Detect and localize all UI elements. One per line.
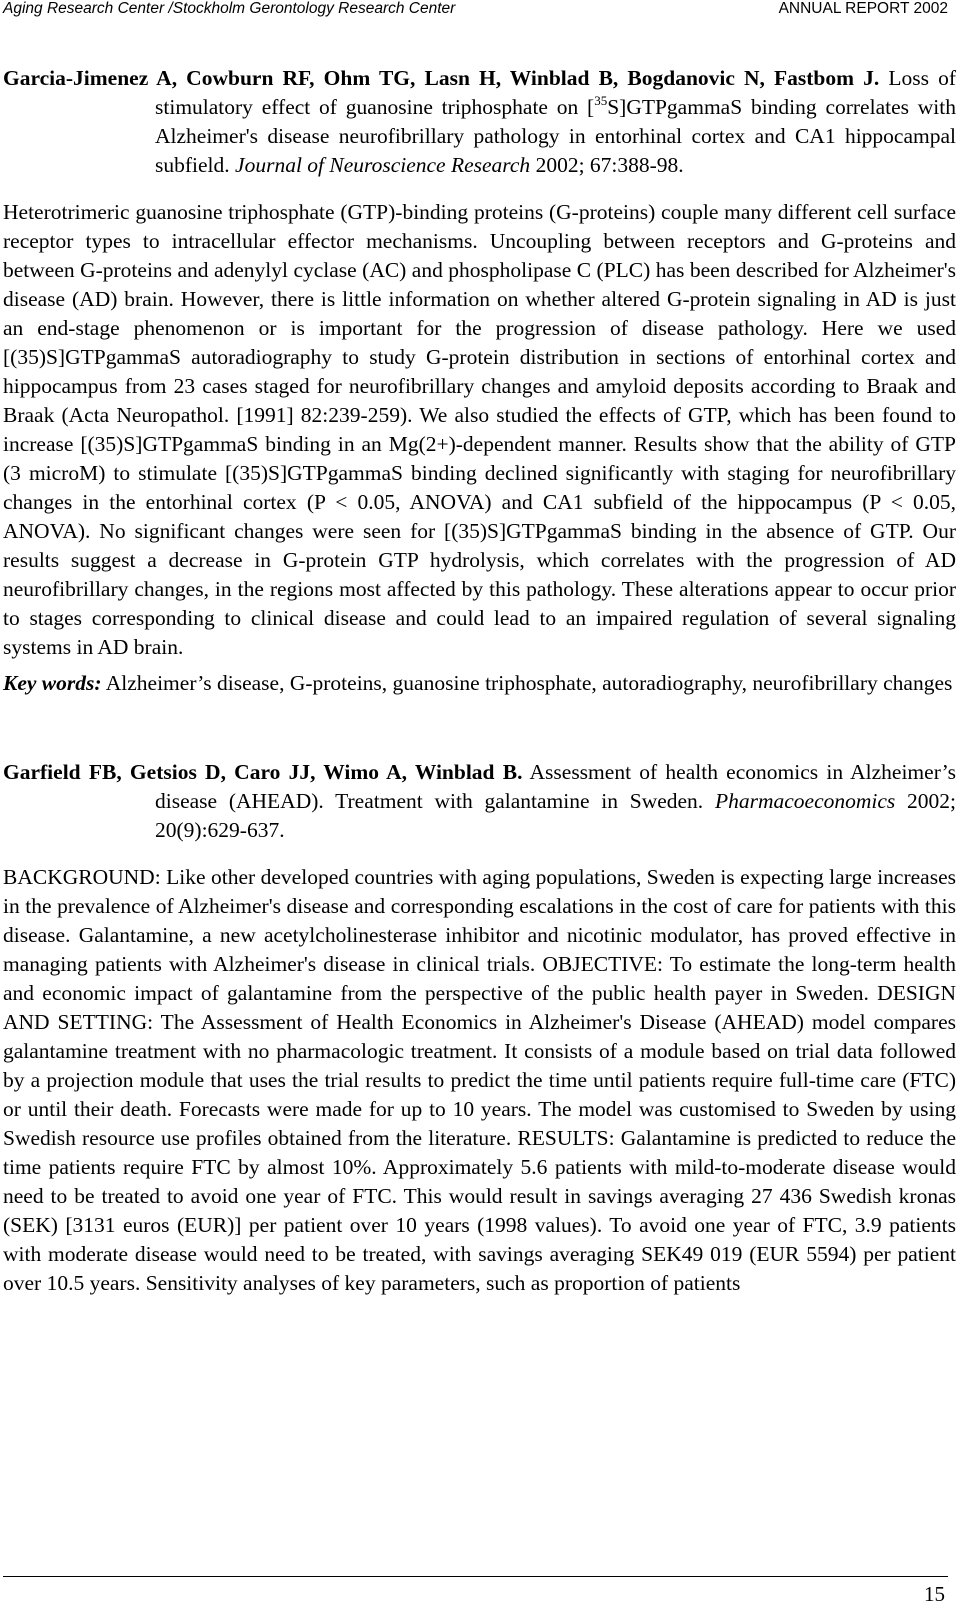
keywords-label: Key words: xyxy=(3,671,102,695)
header-organization: Aging Research Center /Stockholm Gerontology Research Center xyxy=(3,0,456,17)
keywords xyxy=(3,669,956,698)
citation-title-superscript: 35 xyxy=(594,93,608,108)
citation xyxy=(3,758,956,845)
citation-pubinfo: 2002; 20(9):629-637. xyxy=(155,789,957,842)
citation-authors: Garcia-Jimenez A, Cowburn RF, Ohm TG, Lasn H, Winblad B, Bogdanovic N, Fastbom J. xyxy=(3,66,880,90)
publication-entry xyxy=(3,758,956,1298)
page-header xyxy=(3,0,948,24)
citation-journal: Journal of Neuroscience Research xyxy=(235,153,531,177)
keywords-list: Alzheimer’s disease, G-proteins, guanosine triphosphate, autoradiography, neurofibrillary changes xyxy=(105,671,953,695)
abstract: BACKGROUND: Like other developed countries with aging populations, Sweden is expecting large increases in the prevalence of Alzheimer's disease and corresponding escalations in the cost of care for patients with this disease. Galantamine, a new acetylcholinesterase inhibitor and nicotinic modulator, has proved effective in managing patients with Alzheimer's disease in clinical trials. OBJECTIVE: To estimate the long-term health and economic impact of galantamine from the perspective of the public health payer in Sweden. DESIGN AND SETTING: The Assessment of Health Economics in Alzheimer's Disease (AHEAD) model compares galantamine treatment with no pharmacologic treatment. It consists of a module based on trial data followed by a projection module that uses the trial results to predict the time until patients require full-time care (FTC) or until their death. Forecasts were made for up to 10 years. The model was customised to Sweden by using Swedish resource use profiles obtained from the literature. RESULTS: Galantamine is predicted to reduce the time patients require FTC by almost 10%. Approximately 5.6 patients with mild-to-moderate disease would need to be treated to avoid one year of FTC. This would result in savings averaging 27 436 Swedish kronas (SEK) [3131 euros (EUR)] per patient over 10 years (1998 values). To avoid one year of FTC, 3.9 patients with moderate disease would need to be treated, with savings averaging SEK49 019 (EUR 5594) per patient over 10.5 years. Sensitivity analyses of key parameters, such as proportion of patients xyxy=(3,865,956,1295)
abstract: Heterotrimeric guanosine triphosphate (GTP)-binding proteins (G-proteins) couple many different cell surface receptor types to intracellular effector mechanisms. Uncoupling between receptors and G-proteins and between G-proteins and adenylyl cyclase (AC) and phospholipase C (PLC) has been described for Alzheimer's disease (AD) brain. However, there is little information on whether altered G-protein signaling in AD is just an end-stage phenomenon or is important for the progression of disease pathology. Here we used [(35)S]GTPgammaS autoradiography to study G-protein distribution in sections of entorhinal cortex and hippocampus from 23 cases staged for neurofibrillary changes and amyloid deposits according to Braak and Braak (Acta Neuropathol. [1991] 82:239-259). We also studied the effects of GTP, which has been found to increase [(35)S]GTPgammaS binding in an Mg(2+)-dependent manner. Results show that the ability of GTP (3 microM) to stimulate [(35)S]GTPgammaS binding declined significantly with staging for neurofibrillary changes in the entorhinal cortex (P < 0.05, ANOVA) and CA1 subfield of the hippocampus (P < 0.05, ANOVA). No significant changes were seen for [(35)S]GTPgammaS binding in the absence of GTP. Our results suggest a decrease in G-protein GTP hydrolysis, which correlates with the progression of AD neurofibrillary changes, in the regions most affected by this pathology. These alterations appear to occur prior to stages corresponding to clinical disease and could lead to an impaired regulation of several signaling systems in AD brain. xyxy=(3,200,956,659)
citation-title-prefix: Loss of stimulatory effect of guanosine triphosphate on [ xyxy=(155,66,956,119)
citation-title-suffix: S]GTPgammaS binding correlates with Alzheimer's disease neurofibrillary pathology in entorhinal cortex and CA1 hippocampal subfield. xyxy=(155,95,956,177)
citation-pubinfo: 2002; 67:388-98. xyxy=(535,153,684,177)
citation-title: Assessment of health economics in Alzheimer’s disease (AHEAD). Treatment with galantamine in Sweden. xyxy=(155,760,956,813)
citation-journal: Pharmacoeconomics xyxy=(714,789,896,813)
citation xyxy=(3,64,956,180)
page-number: 15 xyxy=(924,1582,945,1606)
publication-list xyxy=(3,64,956,1298)
citation-authors: Garfield FB, Getsios D, Caro JJ, Wimo A, Winblad B. xyxy=(3,760,523,784)
footer-divider xyxy=(3,1576,948,1577)
header-report-title: ANNUAL REPORT 2002 xyxy=(778,0,948,17)
publication-entry xyxy=(3,64,956,698)
